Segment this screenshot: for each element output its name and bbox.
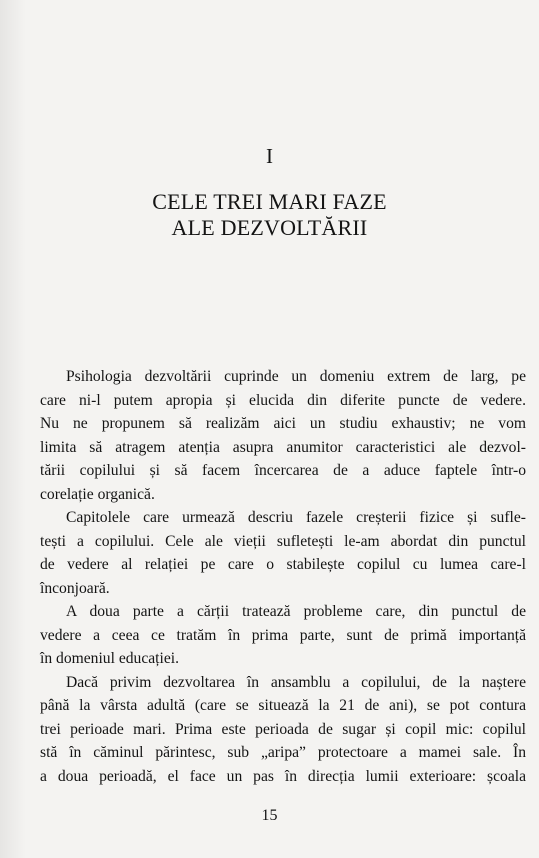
text-line: care ni-l putem apropia și elucida din diferite puncte de vedere. [40, 391, 526, 409]
text-line: Psihologia dezvoltării cuprinde un domeniu extrem de larg, pe [66, 368, 526, 385]
text-line: înconjoară. [40, 579, 110, 597]
text-line: Dacă privim dezvoltarea în ansamblu a copilului, de la naștere [66, 673, 526, 691]
text-line: până la vârsta adultă (care se situează la 21 de ani), se pot contura [40, 697, 526, 714]
text-line: A doua parte a cărții tratează probleme care, din punctul de [66, 603, 526, 620]
text-line: tării copilului și să facem încercarea de a aduce faptele într-o [40, 462, 526, 479]
text-line: Nu ne propunem să realizăm aici un studiu exhaustiv; ne vom [40, 415, 526, 432]
text-line: Capitolele care urmează descriu fazele creșterii fizice și sufle- [66, 509, 526, 526]
text-line: stă în căminul părintesc, sub „aripa” protectoare a mamei sale. În [40, 744, 526, 761]
facing-page-bleed [0, 0, 26, 858]
text-line: a doua perioadă, el face un pas în direcția lumii exterioare: școala [40, 767, 526, 785]
text-line: corelație organică. [40, 485, 155, 503]
text-line: trei perioade mari. Prima este perioada de sugar și copil mic: copilul [40, 720, 526, 738]
page-number: 15 [261, 807, 278, 824]
chapter-title-line: CELE TREI MARI FAZE [152, 189, 387, 214]
chapter-number: I [266, 144, 273, 168]
chapter-title-line: ALE DEZVOLTĂRII [171, 215, 368, 240]
text-line: în domeniul educației. [40, 650, 180, 667]
text-line: de vedere al relației pe care o stabilește copilul cu lumea care-l [40, 556, 526, 573]
text-line: tești a copilului. Cele ale vieții sufletești le-am abordat din punctul [40, 532, 526, 550]
chapter-title [0, 189, 539, 241]
text-line: vedere a ceea ce tratăm în prima parte, sunt de primă importanță [40, 626, 526, 644]
body-text [40, 365, 526, 788]
text-line: limita să atragem atenția asupra anumitor caracteristici ale dezvol- [40, 438, 526, 456]
